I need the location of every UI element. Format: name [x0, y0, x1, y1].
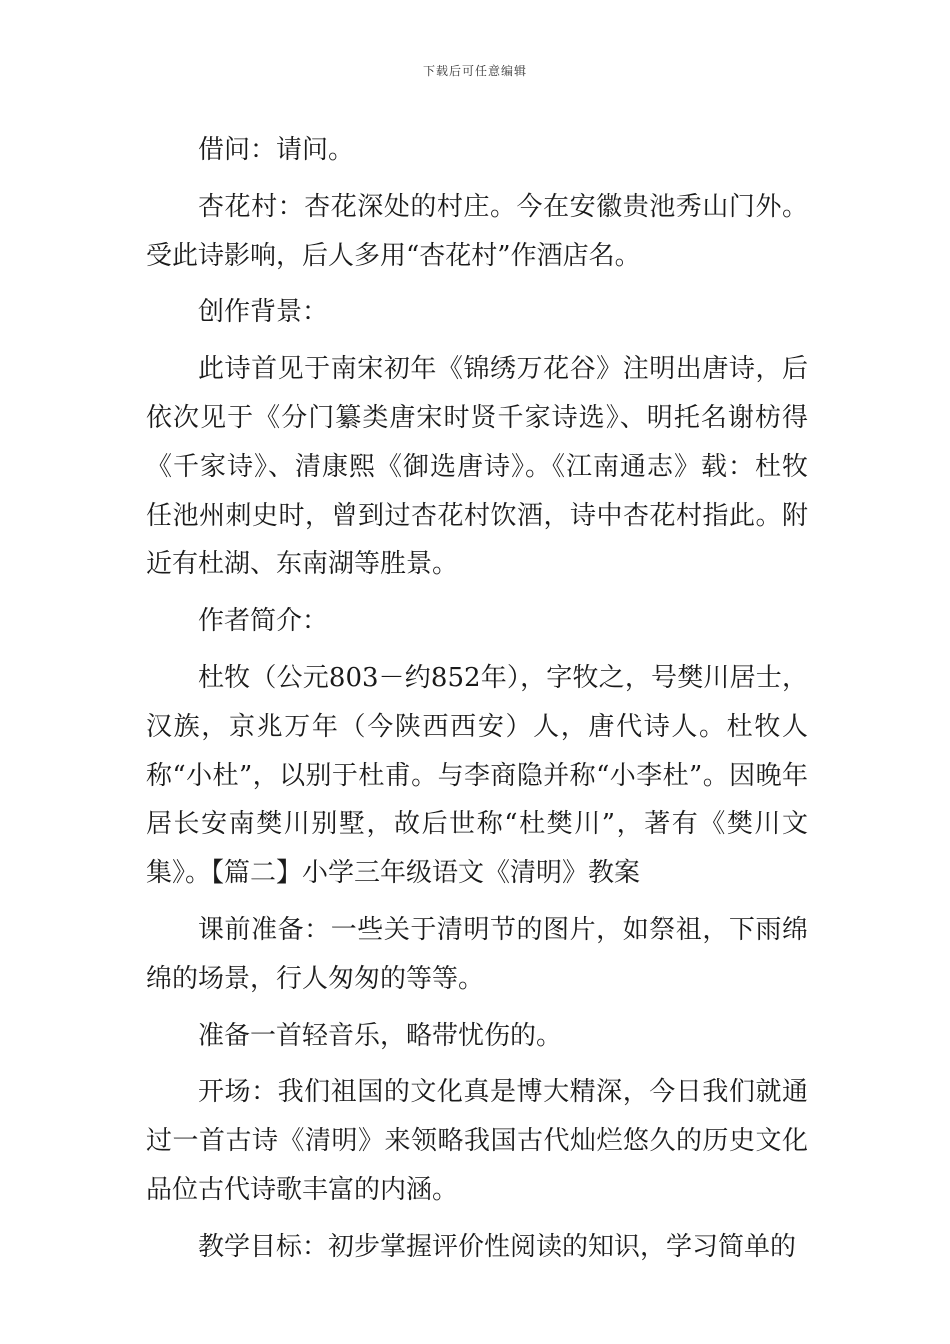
paragraph-background: 此诗首见于南宋初年《锦绣万花谷》注明出唐诗，后依次见于《分门纂类唐宋时贤千家诗选》、明托名谢枋得《千家诗》、清康熙《御选唐诗》。《江南通志》载：杜牧任池州刺史时，曾到过杏花村饮酒，诗中杏花村指此。附近有杜湖、东南湖等胜景。	[146, 354, 808, 580]
page-header-note: 下载后可任意编辑	[422, 64, 527, 78]
section-heading-background: 创作背景：	[198, 297, 329, 328]
paragraph-music: 准备一首轻音乐，略带忧伤的。	[198, 1020, 563, 1051]
paragraph-definition-jiewen: 借问：请问。	[198, 135, 355, 165]
paragraph-opening: 开场：我们祖国的文化真是博大精深，今日我们就通过一首古诗《清明》来领略我国古代灿烂悠久的历史文化品位古代诗歌丰富的内涵。	[146, 1077, 808, 1205]
section-heading-author: 作者简介：	[198, 606, 329, 637]
document-body	[146, 126, 808, 1272]
paragraph-goals: 教学目标：初步掌握评价性阅读的知识，学习简单的	[198, 1231, 797, 1262]
paragraph-author: 杜牧（公元803－约852年），字牧之，号樊川居士，汉族，京兆万年（今陕西西安）人，唐代诗人。杜牧人称“小杜”，以别于杜甫。与李商隐并称“小李杜”。因晚年居长安南樊川别墅，故后世称“杜樊川”，著有《樊川文集》。【篇二】小学三年级语文《清明》教案	[146, 662, 808, 889]
paragraph-definition-xinghuacun: 杏花村：杏花深处的村庄。今在安徽贵池秀山门外。受此诗影响，后人多用“杏花村”作酒店名。	[146, 191, 808, 271]
paragraph-preparation: 课前准备：一些关于清明节的图片，如祭祖，下雨绵绵的场景，行人匆匆的等等。	[146, 914, 808, 994]
